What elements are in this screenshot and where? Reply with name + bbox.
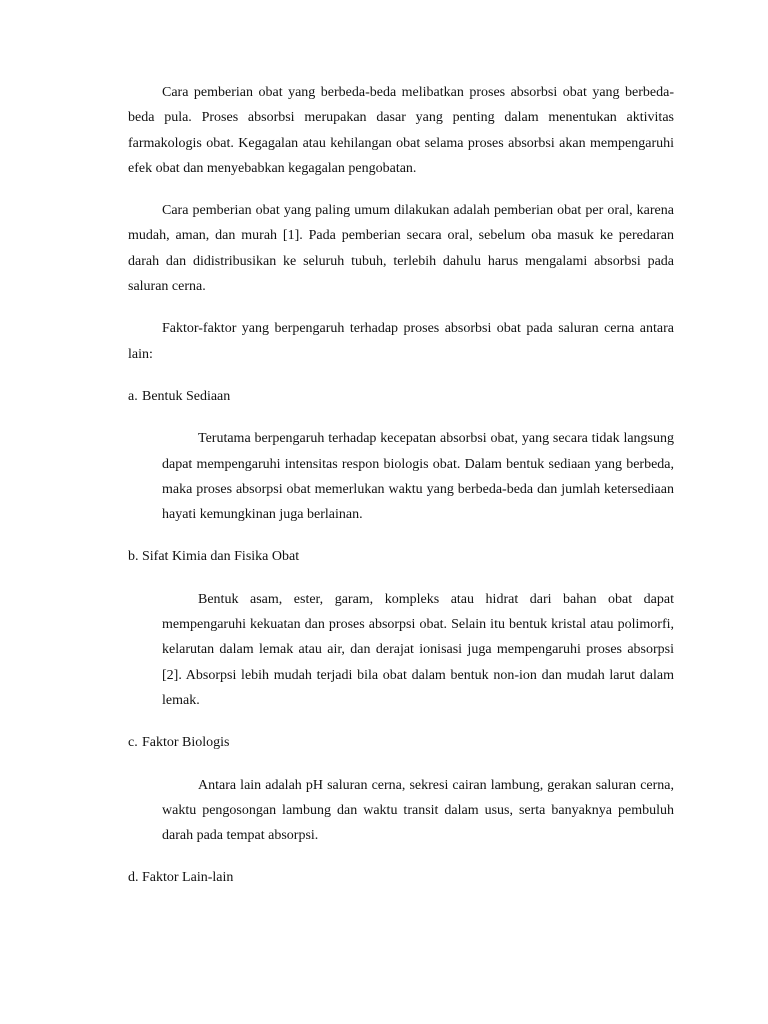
- factor-title: Faktor Lain-lain: [142, 870, 234, 886]
- factor-letter: c.: [128, 735, 138, 751]
- factor-body-b: Bentuk asam, ester, garam, kompleks atau hidrat dari bahan obat dapat mempengaruhi kekuatan dan proses absorpsi obat. Selain itu bentuk kristal atau polimorfi, kelarutan dalam lemak atau air, dan derajat ionisasi juga mempengaruhi proses absorpsi [2]. Absorpsi lebih mudah terjadi bila obat dalam bentuk non-ion dan mudah larut dalam lemak.: [162, 591, 674, 708]
- paragraph-factors-intro: Faktor-faktor yang berpengaruh terhadap proses absorbsi obat pada saluran cerna antara lain:: [128, 321, 674, 362]
- factor-title: Faktor Biologis: [142, 735, 230, 751]
- factor-heading-c: [128, 730, 674, 755]
- factor-heading-b: [128, 544, 674, 569]
- factor-letter: a.: [128, 388, 138, 404]
- paragraph-absorption-intro: Cara pemberian obat yang berbeda-beda melibatkan proses absorbsi obat yang berbeda-beda pula. Proses absorbsi merupakan dasar yang penting dalam menentukan aktivitas farmakologis obat. Kegagalan atau kehilangan obat selama proses absorbsi akan mempengaruhi efek obat dan menyebabkan kegagalan pengobatan.: [128, 85, 674, 176]
- document-page: [128, 80, 674, 891]
- paragraph-oral-route: Cara pemberian obat yang paling umum dilakukan adalah pemberian obat per oral, karena mudah, aman, dan murah [1]. Pada pemberian secara oral, sebelum oba masuk ke peredaran darah dan didistribusikan ke seluruh tubuh, terlebih dahulu harus mengalami absorbsi pada saluran cerna.: [128, 203, 674, 295]
- factor-title: Sifat Kimia dan Fisika Obat: [142, 549, 300, 565]
- factor-heading-a: [128, 384, 674, 409]
- factor-letter: b.: [128, 549, 139, 565]
- factor-title: Bentuk Sediaan: [142, 388, 231, 404]
- factor-body-a: Terutama berpengaruh terhadap kecepatan absorbsi obat, yang secara tidak langsung dapat mempengaruhi intensitas respon biologis obat. Dalam bentuk sediaan yang berbeda, maka proses absorpsi obat memerlukan waktu yang berbeda-beda dan jumlah ketersediaan hayati kemungkinan juga berlainan.: [162, 431, 674, 523]
- factor-body-c: Antara lain adalah pH saluran cerna, sekresi cairan lambung, gerakan saluran cerna, waktu pengosongan lambung dan waktu transit dalam usus, serta banyaknya pembuluh darah pada tempat absorpsi.: [162, 777, 674, 844]
- factor-heading-d: [128, 865, 674, 890]
- factor-letter: d.: [128, 870, 139, 886]
